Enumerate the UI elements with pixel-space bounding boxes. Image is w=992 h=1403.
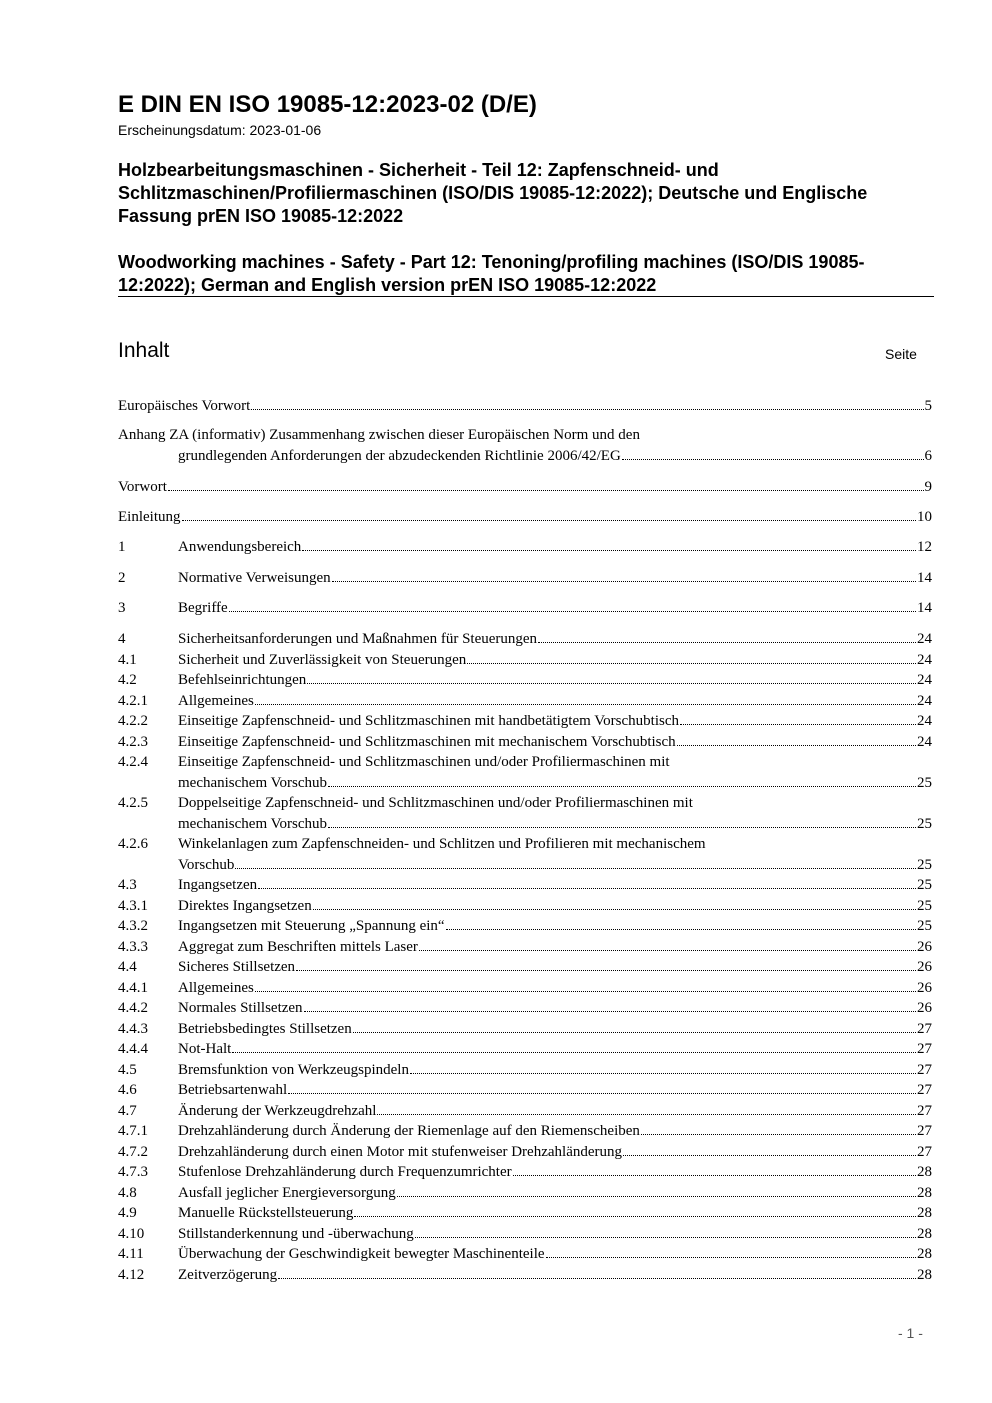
toc-entry[interactable]: [118, 711, 932, 732]
toc-entry-number: 4.8: [118, 1185, 137, 1201]
toc-entry-number: 4.2.5: [118, 795, 148, 811]
toc-entry[interactable]: [118, 916, 932, 937]
toc-entry[interactable]: [118, 752, 932, 793]
toc-entry[interactable]: [118, 425, 932, 466]
toc-entry-title: Sicheres Stillsetzen: [178, 959, 296, 975]
toc-entry-page: 28: [917, 1267, 932, 1283]
toc-entry[interactable]: [118, 537, 932, 558]
toc-leader-dots: [467, 663, 916, 664]
toc-entry-title: Betriebsbedingtes Stillsetzen: [178, 1021, 352, 1037]
toc-entry-title: Bremsfunktion von Werkzeugspindeln: [178, 1062, 409, 1078]
toc-entry[interactable]: [118, 998, 932, 1019]
toc-leader-dots: [288, 1093, 916, 1094]
toc-entry-title: Einleitung: [118, 509, 181, 525]
toc-entry-page: 27: [917, 1103, 932, 1119]
toc-leader-dots: [313, 909, 916, 910]
toc-entry-number: 4.7.2: [118, 1144, 148, 1160]
toc-entry-title: Einseitige Zapfenschneid- und Schlitzmaschinen mit mechanischem Vorschubtisch: [178, 734, 676, 750]
toc-entry-title: Stufenlose Drehzahländerung durch Frequenzumrichter: [178, 1164, 512, 1180]
publication-date: Erscheinungsdatum: 2023-01-06: [118, 122, 322, 138]
toc-entry-number: 1: [118, 539, 126, 555]
toc-entry-title: Vorwort: [118, 479, 167, 495]
toc-entry-number: 4.4.1: [118, 980, 148, 996]
toc-entry-title: Manuelle Rückstellsteuerung: [178, 1205, 354, 1221]
toc-entry[interactable]: [118, 1265, 932, 1286]
toc-entry-page: 25: [917, 898, 932, 914]
toc-entry[interactable]: [118, 670, 932, 691]
toc-entry-title: Überwachung der Geschwindigkeit bewegter Maschinenteile: [178, 1246, 545, 1262]
toc-leader-dots: [302, 550, 916, 551]
toc-entry-page: 27: [917, 1041, 932, 1057]
toc-entry-title: Ingangsetzen: [178, 877, 258, 893]
toc-entry-page: 26: [917, 980, 932, 996]
toc-entry-page: 24: [917, 672, 932, 688]
title-german: Holzbearbeitungsmaschinen - Sicherheit - Teil 12: Zapfenschneid- und Schlitzmaschinen/Profiliermaschinen (ISO/DIS 19085-12:2022); Deutsche und Englische Fassung prEN ISO 19085-12:2022: [118, 160, 868, 226]
toc-entry-page: 6: [924, 447, 932, 464]
toc-entry[interactable]: [118, 875, 932, 896]
toc-entry[interactable]: [118, 691, 932, 712]
toc-entry-page: 5: [924, 398, 932, 414]
toc-entry-title: Anwendungsbereich: [178, 539, 302, 555]
toc-entry-page: 25: [917, 856, 932, 873]
toc-entry[interactable]: [118, 793, 932, 834]
toc-entry-title: Begriffe: [178, 600, 228, 616]
toc-entry-number: 4.4.4: [118, 1041, 148, 1057]
toc-entry-number: 4.2.4: [118, 754, 148, 770]
toc-leader-dots: [304, 1011, 916, 1012]
toc-entry-title: Anhang ZA (informativ) Zusammenhang zwischen dieser Europäischen Norm und den: [118, 427, 640, 443]
toc-entry-page: 28: [917, 1226, 932, 1242]
toc-entry-page: 26: [917, 939, 932, 955]
toc-entry-title: Ingangsetzen mit Steuerung „Spannung ein“: [178, 918, 445, 934]
toc-entry[interactable]: [118, 1142, 932, 1163]
toc-entry-number: 4.2: [118, 672, 137, 688]
toc-entry-page: 25: [917, 815, 932, 832]
toc-entry[interactable]: [118, 1183, 932, 1204]
toc-entry-number: 4.2.1: [118, 693, 148, 709]
toc-entry[interactable]: [118, 732, 932, 753]
toc-entry-number: 4.11: [118, 1246, 144, 1262]
toc-entry-number: 4.4: [118, 959, 137, 975]
toc-leader-dots: [546, 1257, 916, 1258]
toc-entry[interactable]: [118, 568, 932, 589]
toc-entry-title: Änderung der Werkzeugdrehzahl: [178, 1103, 377, 1119]
toc-leader-dots: [229, 611, 916, 612]
toc-entry-page: 9: [924, 479, 932, 495]
toc-entry-number: 4.9: [118, 1205, 137, 1221]
toc-entry-title: mechanischem Vorschub: [178, 774, 327, 791]
toc-entry-page: 24: [917, 734, 932, 750]
toc-entry[interactable]: [118, 598, 932, 619]
toc-entry[interactable]: [118, 629, 932, 650]
toc-leader-dots: [255, 991, 916, 992]
toc-entry-title: Stillstanderkennung und -überwachung: [178, 1226, 414, 1242]
toc-entry-title: Winkelanlagen zum Zapfenschneiden- und Schlitzen und Profilieren mit mechanischem: [178, 836, 706, 852]
toc-entry-page: 10: [917, 509, 932, 525]
toc-entry-page: 25: [917, 877, 932, 893]
toc-entry-title: Betriebsartenwahl: [178, 1082, 288, 1098]
toc-entry-number: 4: [118, 631, 126, 647]
toc-leader-dots: [641, 1134, 916, 1135]
toc-entry-number: 4.10: [118, 1226, 145, 1242]
toc-entry-page: 26: [917, 959, 932, 975]
toc-entry-number: 4.7: [118, 1103, 137, 1119]
toc-entry[interactable]: [118, 507, 932, 528]
toc-entry[interactable]: [118, 978, 932, 999]
toc-leader-dots: [513, 1175, 916, 1176]
toc-entry-title: Europäisches Vorwort: [118, 398, 251, 414]
toc-leader-dots: [328, 827, 916, 828]
toc-leader-dots: [446, 929, 916, 930]
toc-entry[interactable]: [118, 1203, 932, 1224]
toc-entry[interactable]: [118, 1080, 932, 1101]
toc-entry-number: 4.2.6: [118, 836, 148, 852]
toc-entry-title: Einseitige Zapfenschneid- und Schlitzmaschinen und/oder Profiliermaschinen mit: [178, 754, 670, 770]
toc-entry-title: Vorschub: [178, 856, 235, 873]
toc-leader-dots: [255, 704, 916, 705]
toc-leader-dots: [415, 1237, 916, 1238]
toc-entry-number: 4.4.3: [118, 1021, 148, 1037]
toc-entry-number: 4.2.2: [118, 713, 148, 729]
toc-leader-dots: [296, 970, 916, 971]
toc-entry-title: Normative Verweisungen: [178, 570, 331, 586]
toc-entry-page: 27: [917, 1021, 932, 1037]
toc-entry-page: 24: [917, 652, 932, 668]
toc-entry-number: 4.7.1: [118, 1123, 148, 1139]
toc-leader-dots: [353, 1032, 916, 1033]
toc-entry[interactable]: [118, 650, 932, 671]
toc-entry-title: Sicherheitsanforderungen und Maßnahmen für Steuerungen: [178, 631, 538, 647]
toc-heading: Inhalt: [118, 339, 170, 362]
toc-entry-number: 4.3: [118, 877, 137, 893]
toc-entry-title: mechanischem Vorschub: [178, 815, 327, 832]
toc-entry[interactable]: [118, 1019, 932, 1040]
toc-leader-dots: [258, 888, 916, 889]
toc-entry-page: 28: [917, 1185, 932, 1201]
toc-entry-page: 27: [917, 1062, 932, 1078]
toc-entry-number: 3: [118, 600, 126, 616]
toc-leader-dots: [251, 409, 923, 410]
title-divider: [118, 296, 934, 297]
toc-entry-title: Direktes Ingangsetzen: [178, 898, 312, 914]
toc-leader-dots: [677, 745, 916, 746]
toc-entry-page: 12: [917, 539, 932, 555]
toc-entry-number: 4.3.1: [118, 898, 148, 914]
toc-entry-number: 4.2.3: [118, 734, 148, 750]
toc-entry-page: 28: [917, 1205, 932, 1221]
toc-entry-page: 24: [917, 713, 932, 729]
toc-entry-title: Drehzahländerung durch Änderung der Riemenlage auf den Riemenscheiben: [178, 1123, 640, 1139]
toc-entry-number: 2: [118, 570, 126, 586]
toc-leader-dots: [168, 490, 924, 491]
toc-entry-title: Aggregat zum Beschriften mittels Laser: [178, 939, 418, 955]
toc-entry-title: Doppelseitige Zapfenschneid- und Schlitzmaschinen und/oder Profiliermaschinen mit: [178, 795, 693, 811]
toc-entry-page: 24: [917, 693, 932, 709]
toc-leader-dots: [307, 683, 916, 684]
toc-entry-number: 4.7.3: [118, 1164, 148, 1180]
title-english: Woodworking machines - Safety - Part 12: Tenoning/profiling machines (ISO/DIS 19085-12:2022); German and English version prEN ISO 19085-12:2022: [118, 252, 865, 295]
toc-leader-dots: [622, 459, 924, 460]
toc-entry-title: Zeitverzögerung: [178, 1267, 278, 1283]
toc-entry-number: 4.5: [118, 1062, 137, 1078]
toc-entry-title: Ausfall jeglicher Energieversorgung: [178, 1185, 396, 1201]
toc-entry-title: Befehlseinrichtungen: [178, 672, 307, 688]
document-id: E DIN EN ISO 19085-12:2023-02 (D/E): [118, 91, 537, 118]
toc-entry-number: 4.1: [118, 652, 137, 668]
toc-entry[interactable]: [118, 477, 932, 498]
toc-entry-title: Einseitige Zapfenschneid- und Schlitzmaschinen mit handbetätigtem Vorschubtisch: [178, 713, 679, 729]
toc-entry[interactable]: [118, 834, 932, 875]
toc-leader-dots: [397, 1196, 916, 1197]
toc-entry-page: 25: [917, 918, 932, 934]
toc-entry[interactable]: [118, 937, 932, 958]
toc-entry-title: Normales Stillsetzen: [178, 1000, 303, 1016]
toc-entry-number: 4.3.2: [118, 918, 148, 934]
toc-page-column-label: Seite: [885, 346, 917, 362]
toc-entry-page: 26: [917, 1000, 932, 1016]
toc-leader-dots: [328, 786, 916, 787]
toc-entry-page: 24: [917, 631, 932, 647]
toc-entry-page: 14: [917, 600, 932, 616]
toc-leader-dots: [377, 1114, 916, 1115]
toc-entry[interactable]: [118, 1162, 932, 1183]
toc-entry[interactable]: [118, 1060, 932, 1081]
toc-entry-page: 25: [917, 774, 932, 791]
toc-leader-dots: [680, 724, 916, 725]
toc-entry-title: grundlegenden Anforderungen der abzudeckenden Richtlinie 2006/42/EG: [178, 447, 621, 464]
toc-leader-dots: [235, 868, 916, 869]
toc-entry[interactable]: [118, 896, 932, 917]
toc-leader-dots: [232, 1052, 916, 1053]
toc-entry-title: Allgemeines: [178, 693, 254, 709]
toc-leader-dots: [419, 950, 916, 951]
toc-leader-dots: [623, 1155, 916, 1156]
toc-entry[interactable]: [118, 396, 932, 417]
toc-leader-dots: [182, 520, 917, 521]
toc-leader-dots: [354, 1216, 916, 1217]
toc-entry-title: Not-Halt: [178, 1041, 232, 1057]
toc-entry-page: 14: [917, 570, 932, 586]
toc-leader-dots: [538, 642, 916, 643]
toc-leader-dots: [332, 581, 916, 582]
toc-entry-page: 28: [917, 1246, 932, 1262]
toc-entry-number: 4.12: [118, 1267, 145, 1283]
page-number: - 1 -: [898, 1325, 923, 1341]
toc-entry-title: Drehzahländerung durch einen Motor mit stufenweiser Drehzahländerung: [178, 1144, 623, 1160]
toc-entry-title: Allgemeines: [178, 980, 254, 996]
toc-entry-page: 27: [917, 1123, 932, 1139]
toc-entry[interactable]: [118, 1244, 932, 1265]
toc-entry[interactable]: [118, 957, 932, 978]
toc-entry[interactable]: [118, 1224, 932, 1245]
toc-leader-dots: [410, 1073, 916, 1074]
toc-entry-page: 28: [917, 1164, 932, 1180]
toc-entry-title: Sicherheit und Zuverlässigkeit von Steuerungen: [178, 652, 467, 668]
toc-leader-dots: [278, 1278, 916, 1279]
toc-entry-page: 27: [917, 1144, 932, 1160]
toc-entry[interactable]: [118, 1039, 932, 1060]
toc-entry[interactable]: [118, 1121, 932, 1142]
toc-entry-number: 4.6: [118, 1082, 137, 1098]
toc-entry-number: 4.3.3: [118, 939, 148, 955]
toc-entry-number: 4.4.2: [118, 1000, 148, 1016]
toc-entry[interactable]: [118, 1101, 932, 1122]
toc-entry-page: 27: [917, 1082, 932, 1098]
